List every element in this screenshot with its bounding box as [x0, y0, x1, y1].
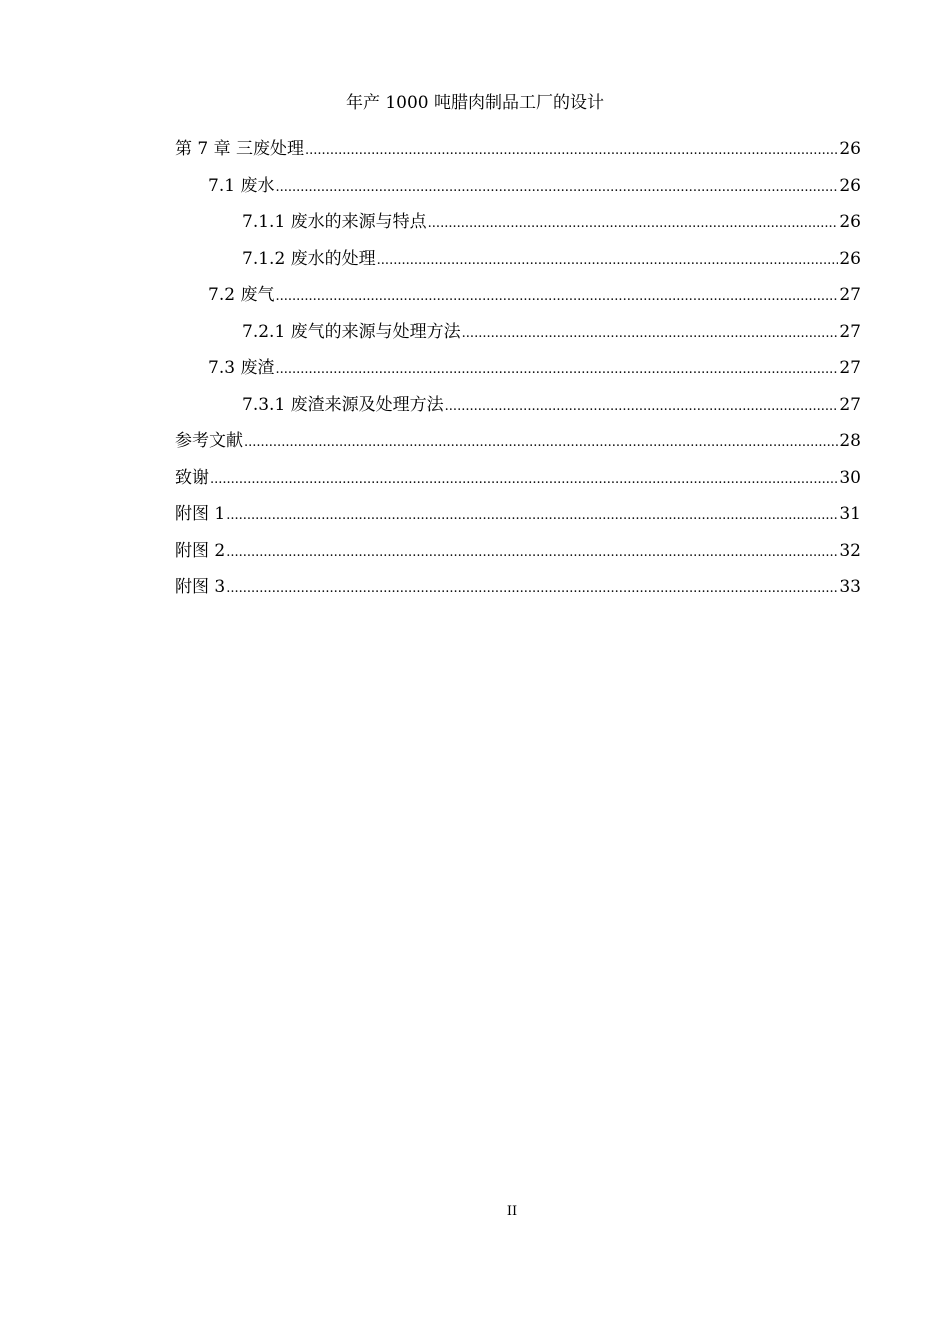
toc-entry-label: 附图 2 [175, 540, 226, 561]
toc-dot-leader [226, 578, 838, 600]
toc-entry-page: 27 [839, 285, 861, 305]
toc-entry-label: 致谢 [175, 467, 209, 488]
toc-dot-leader [275, 359, 838, 381]
toc-entry[interactable] [175, 467, 861, 504]
toc-entry-label: 参考文献 [175, 431, 243, 451]
toc-entry-label: 7.1.1 废水的来源与特点 [242, 212, 427, 232]
toc-dot-leader [305, 140, 838, 162]
toc-dot-leader [210, 469, 838, 491]
toc-entry-page: 30 [839, 467, 861, 488]
toc-entry-page: 31 [839, 504, 861, 524]
toc-entry-page: 27 [839, 358, 861, 378]
toc-entry[interactable] [175, 576, 861, 613]
toc-entry[interactable] [175, 394, 861, 431]
toc-entry-label: 7.2 废气 [208, 285, 275, 305]
toc-entry[interactable] [175, 284, 861, 321]
toc-entry-page: 33 [839, 577, 861, 597]
toc-entry-page: 27 [839, 321, 861, 342]
toc-dot-leader [275, 286, 838, 308]
toc-entry-page: 26 [839, 175, 861, 196]
toc-entry[interactable] [175, 357, 861, 394]
toc-entry-label: 7.1.2 废水的处理 [242, 248, 376, 269]
toc-entry-page: 28 [839, 431, 861, 451]
toc-entry[interactable] [175, 503, 861, 540]
toc-entry-label: 7.3 废渣 [208, 358, 275, 378]
toc-entry[interactable] [175, 321, 861, 358]
toc-entry[interactable] [175, 175, 861, 212]
toc-entry[interactable] [175, 248, 861, 285]
page-header-title: 年产 1000 吨腊肉制品工厂的设计 [345, 93, 605, 113]
toc-entry[interactable] [175, 138, 861, 175]
toc-entry-label: 附图 1 [175, 504, 226, 524]
toc-entry-page: 26 [839, 139, 861, 159]
toc-entry-page: 26 [839, 212, 861, 232]
toc-dot-leader [377, 250, 839, 272]
toc-entry-label: 7.2.1 废气的来源与处理方法 [242, 321, 461, 342]
toc-dot-leader [244, 432, 838, 454]
toc-dot-leader [226, 542, 838, 564]
toc-dot-leader [226, 505, 838, 527]
toc-entry-label: 附图 3 [175, 577, 226, 597]
toc-entry-label: 7.1 废水 [208, 175, 275, 196]
toc-entry[interactable] [175, 540, 861, 577]
toc-entry-page: 32 [839, 540, 861, 561]
toc-dot-leader [428, 213, 839, 235]
toc-dot-leader [275, 177, 838, 199]
toc-entry[interactable] [175, 430, 861, 467]
toc-entry[interactable] [175, 211, 861, 248]
table-of-contents [175, 138, 861, 613]
toc-entry-page: 26 [839, 248, 861, 269]
toc-entry-label: 7.3.1 废渣来源及处理方法 [242, 394, 444, 415]
toc-entry-page: 27 [839, 394, 861, 415]
toc-dot-leader [445, 396, 839, 418]
toc-dot-leader [462, 323, 839, 345]
page-number: II [506, 1204, 518, 1219]
toc-entry-label: 第 7 章 三废处理 [175, 139, 305, 159]
